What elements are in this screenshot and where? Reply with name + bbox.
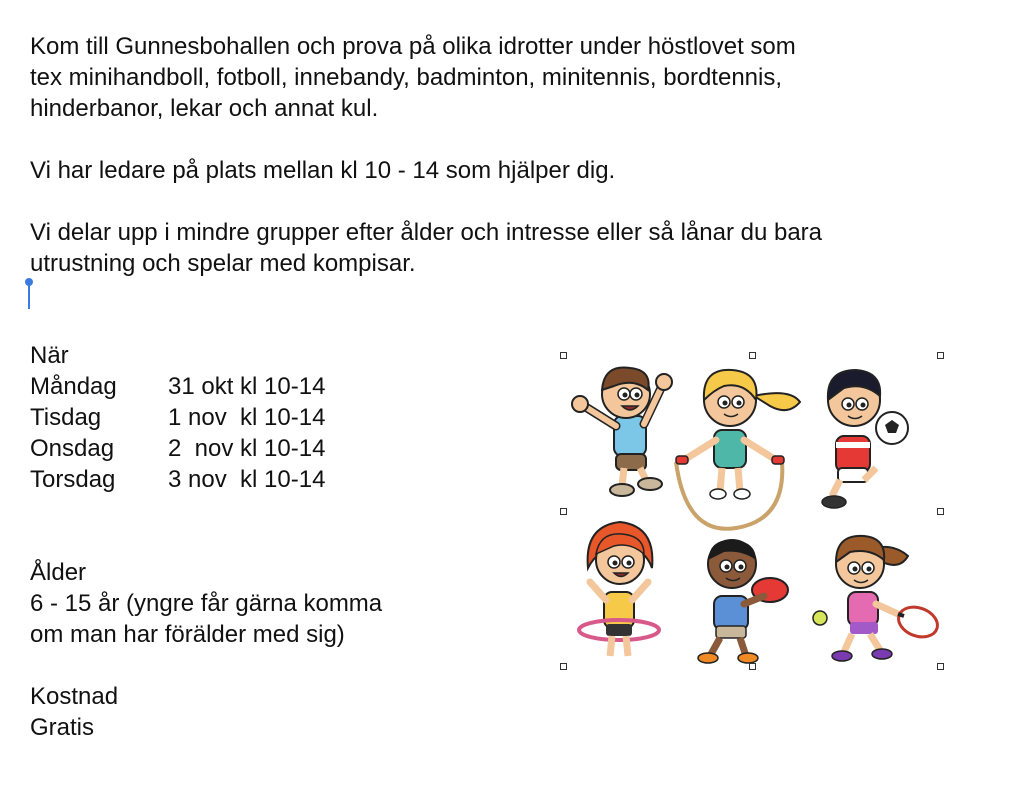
schedule-heading: När <box>30 342 69 369</box>
kids-sports-image[interactable] <box>564 356 941 667</box>
schedule-date: 1 nov kl 10-14 <box>168 404 326 431</box>
schedule-date: 31 okt kl 10-14 <box>168 373 326 400</box>
resize-handle-right[interactable] <box>937 508 944 515</box>
groups-line-2: utrustning och spelar med kompisar. <box>30 250 416 277</box>
tennis-girl-figure <box>813 536 941 661</box>
groups-line-1: Vi delar upp i mindre grupper efter ålder och intresse eller så lånar du bara <box>30 219 822 246</box>
age-heading: Ålder <box>30 559 87 586</box>
cost-value: Gratis <box>30 714 95 741</box>
schedule-day: Tisdag <box>30 404 102 431</box>
resize-handle-top-right[interactable] <box>937 352 944 359</box>
football-boy-figure <box>822 370 908 508</box>
resize-handle-bottom-left[interactable] <box>560 663 567 670</box>
schedule-day: Onsdag <box>30 435 115 462</box>
schedule-day: Måndag <box>30 373 117 400</box>
intro-line-1: Kom till Gunnesbohallen och prova på olika idrotter under höstlovet som <box>30 33 796 60</box>
age-line-1: 6 - 15 år (yngre får gärna komma <box>30 590 383 617</box>
intro-line-2: tex minihandboll, fotboll, innebandy, badminton, minitennis, bordtennis, <box>30 64 783 91</box>
resize-handle-top-left[interactable] <box>560 352 567 359</box>
cost-heading: Kostnad <box>30 683 119 710</box>
schedule-date: 2 nov kl 10-14 <box>168 435 326 462</box>
text-cursor <box>28 281 30 309</box>
jumping-boy-figure <box>572 367 672 496</box>
frisbee-boy-figure <box>698 540 788 663</box>
resize-handle-bottom[interactable] <box>749 663 756 670</box>
resize-handle-bottom-right[interactable] <box>937 663 944 670</box>
age-line-2: om man har förälder med sig) <box>30 621 345 648</box>
resize-handle-left[interactable] <box>560 508 567 515</box>
resize-handle-top[interactable] <box>749 352 756 359</box>
schedule-date: 3 nov kl 10-14 <box>168 466 326 493</box>
jump-rope-girl-figure <box>676 370 800 529</box>
leaders-paragraph: Vi har ledare på plats mellan kl 10 - 14 som hjälper dig. <box>30 157 616 184</box>
schedule-day: Torsdag <box>30 466 116 493</box>
intro-line-3: hinderbanor, lekar och annat kul. <box>30 95 379 122</box>
kids-sports-clipart-icon <box>564 356 941 667</box>
hula-hoop-girl-figure <box>579 522 659 656</box>
